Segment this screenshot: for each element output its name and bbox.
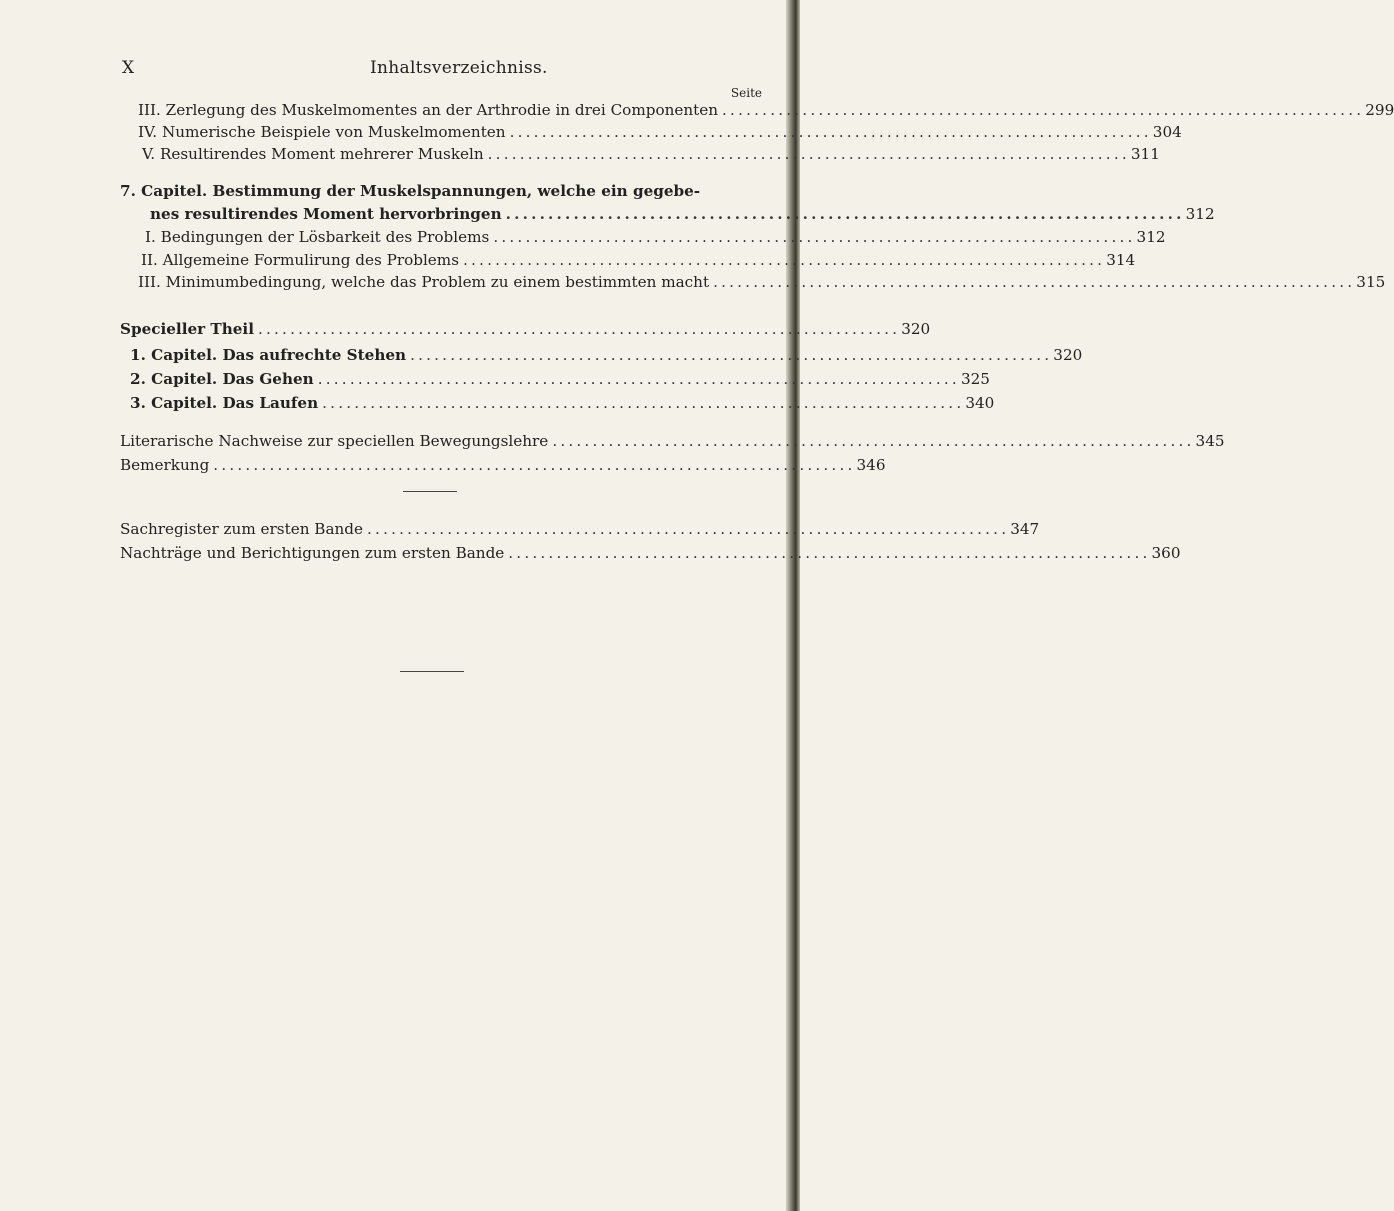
running-header bbox=[0, 58, 800, 82]
toc-entry bbox=[120, 520, 1040, 542]
toc-entry bbox=[120, 544, 1181, 566]
toc-entry-page: 320 bbox=[1053, 346, 1083, 364]
toc-entry-page: 299 bbox=[1365, 101, 1394, 119]
toc-entry-page: 320 bbox=[901, 320, 931, 338]
toc-entry bbox=[120, 432, 1225, 454]
toc-entry-page: 345 bbox=[1195, 432, 1225, 450]
leader-dots: ................................................................................ bbox=[317, 370, 960, 388]
toc-entry bbox=[120, 456, 886, 478]
toc-entry-page: 314 bbox=[1106, 251, 1136, 269]
leader-dots: ................................................................................ bbox=[505, 205, 1185, 223]
toc-entry-label: Sachregister zum ersten Bande bbox=[120, 520, 364, 538]
toc-entry-page: 304 bbox=[1152, 123, 1182, 141]
toc-entry bbox=[141, 251, 1136, 273]
toc-entry bbox=[145, 228, 1166, 250]
toc-entry-label: nes resultirendes Moment hervorbringen bbox=[150, 205, 502, 223]
leader-dots: ................................................................................ bbox=[508, 544, 1151, 562]
toc-entry-page: 340 bbox=[965, 394, 995, 412]
toc-part-entry bbox=[120, 320, 931, 342]
toc-entry-label: 1. Capitel. Das aufrechte Stehen bbox=[130, 346, 407, 364]
toc-chapter-entry bbox=[130, 370, 990, 392]
toc-entry-page: 311 bbox=[1130, 145, 1160, 163]
toc-entry-label: 3. Capitel. Das Laufen bbox=[130, 394, 319, 412]
seite-column-label: Seite bbox=[730, 86, 762, 100]
header-page-numeral: X bbox=[122, 58, 135, 78]
toc-entry-label: Literarische Nachweise zur speciellen Bewegungslehre bbox=[120, 432, 549, 450]
toc-entry-page: 312 bbox=[1136, 228, 1166, 246]
page-edge-shadow bbox=[786, 0, 800, 1211]
toc-entry-label: V. Resultirendes Moment mehrerer Muskeln bbox=[142, 145, 484, 163]
toc-entry-page: 346 bbox=[856, 456, 886, 474]
toc-entry-page: 360 bbox=[1151, 544, 1181, 562]
toc-entry-label: II. Allgemeine Formulirung des Problems bbox=[141, 251, 459, 269]
leader-dots: ................................................................................ bbox=[463, 251, 1106, 269]
toc-chapter-entry bbox=[130, 346, 1083, 368]
toc-entry-page: 325 bbox=[960, 370, 990, 388]
toc-entry-page: 347 bbox=[1010, 520, 1040, 538]
leader-dots: ................................................................................ bbox=[722, 101, 1365, 119]
leader-dots: ................................................................................ bbox=[509, 123, 1152, 141]
toc-chapter-entry bbox=[130, 394, 995, 416]
toc-entry-page: 312 bbox=[1185, 205, 1215, 223]
leader-dots: ................................................................................ bbox=[487, 145, 1130, 163]
leader-dots: ................................................................................ bbox=[713, 273, 1356, 291]
toc-entry-label: III. Zerlegung des Muskelmomentes an der Arthrodie in drei Componenten bbox=[138, 101, 719, 119]
header-title: Inhaltsverzeichniss. bbox=[370, 58, 548, 78]
toc-entry-label: Bemerkung bbox=[120, 456, 210, 474]
leader-dots: ................................................................................ bbox=[552, 432, 1195, 450]
toc-chapter-heading-line1: 7. Capitel. Bestimmung der Muskelspannungen, welche ein gegebe- bbox=[120, 182, 701, 200]
toc-entry bbox=[138, 101, 1394, 123]
toc-entry-label: Nachträge und Berichtigungen zum ersten Bande bbox=[120, 544, 505, 562]
toc-entry-label: IV. Numerische Beispiele von Muskelmomenten bbox=[138, 123, 506, 141]
toc-entry-label: III. Minimumbedingung, welche das Problem zu einem bestimmten macht bbox=[138, 273, 710, 291]
leader-dots: ................................................................................ bbox=[257, 320, 901, 338]
leader-dots: ................................................................................ bbox=[493, 228, 1136, 246]
leader-dots: ................................................................................ bbox=[367, 520, 1010, 538]
leader-dots: ................................................................................ bbox=[410, 346, 1053, 364]
toc-entry-label: I. Bedingungen der Lösbarkeit des Problems bbox=[145, 228, 490, 246]
toc-entry bbox=[138, 123, 1182, 145]
toc-entry-label: Specieller Theil bbox=[120, 320, 254, 338]
leader-dots: ................................................................................ bbox=[322, 394, 965, 412]
toc-entry-label: 2. Capitel. Das Gehen bbox=[130, 370, 314, 388]
toc-entry bbox=[138, 273, 1386, 295]
leader-dots: ................................................................................ bbox=[213, 456, 856, 474]
end-rule bbox=[400, 671, 464, 672]
toc-entry-page: 315 bbox=[1356, 273, 1386, 291]
section-divider bbox=[403, 491, 457, 492]
toc-entry bbox=[142, 145, 1160, 167]
toc-chapter-entry bbox=[150, 205, 1215, 227]
